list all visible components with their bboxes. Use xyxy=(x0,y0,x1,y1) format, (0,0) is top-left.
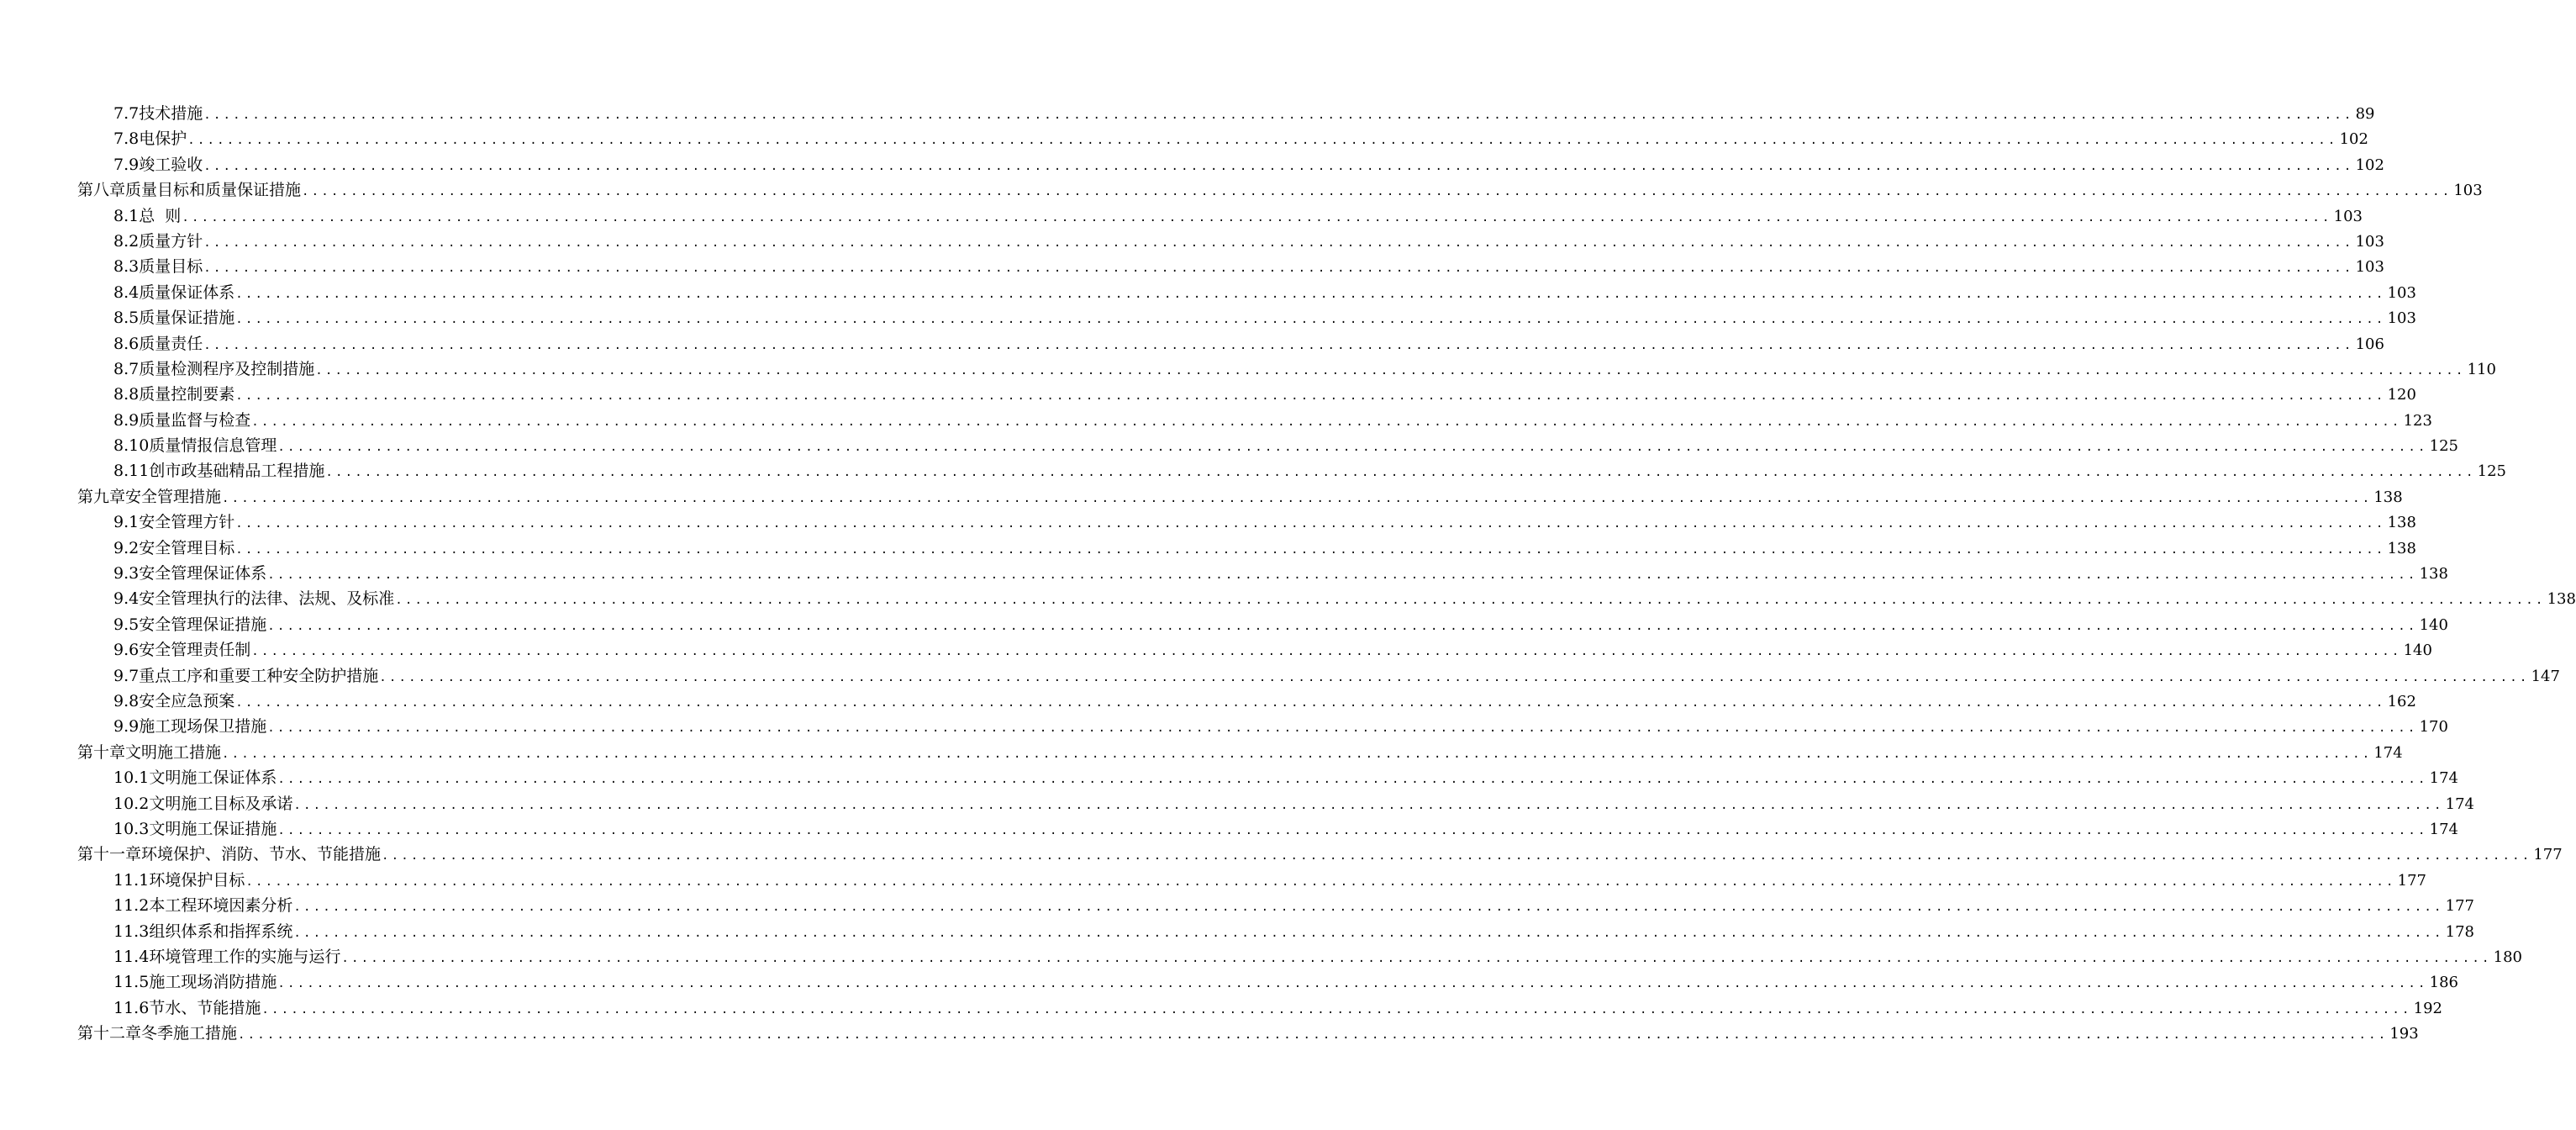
toc-dot-leader: ............................................................................................................................................................................................................................ xyxy=(293,798,2444,812)
toc-entry-title: 文明施工保证体系 xyxy=(149,768,277,788)
toc-row xyxy=(113,612,2448,639)
toc-dot-leader: ............................................................................................................................................................................................................................ xyxy=(267,568,2418,583)
toc-entry-title: 创市政基础精品工程措施 xyxy=(149,462,325,481)
toc-dot-leader: ............................................................................................................................................................................................................................ xyxy=(251,415,2402,429)
toc-row xyxy=(113,203,2363,230)
toc-dot-leader: ............................................................................................................................................................................................................................ xyxy=(293,926,2444,940)
toc-dot-leader: ............................................................................................................................................................................................................................ xyxy=(251,645,2402,659)
toc-section-entry[interactable] xyxy=(0,254,2384,279)
toc-chapter-entry[interactable] xyxy=(0,842,2563,867)
toc-row xyxy=(113,995,2443,1022)
toc-entry-title: 安全管理保证体系 xyxy=(139,564,267,583)
toc-entry-number: 8.7 xyxy=(113,359,140,378)
toc-chapter-entry[interactable] xyxy=(0,740,2403,765)
toc-dot-leader: ............................................................................................................................................................................................................................ xyxy=(203,235,2354,250)
toc-entry-title: 安全管理措施 xyxy=(125,487,222,506)
toc-entry-title: 环境保护、消防、节水、节能措施 xyxy=(141,845,382,864)
toc-page-number: 120 xyxy=(2387,386,2416,404)
toc-entry-number: 9.5 xyxy=(113,615,140,634)
toc-page-number: 103 xyxy=(2453,182,2483,200)
toc-entry-title: 环境管理工作的实施与运行 xyxy=(149,947,341,966)
toc-entry-title: 质量目标和质量保证措施 xyxy=(125,181,302,200)
toc-row xyxy=(113,868,2427,895)
toc-page-number: 103 xyxy=(2387,309,2416,328)
toc-dot-leader: ............................................................................................................................................................................................................................ xyxy=(277,773,2428,787)
toc-page-number: 103 xyxy=(2355,232,2384,251)
toc-row xyxy=(113,536,2416,562)
toc-entry-title: 文明施工保证措施 xyxy=(149,819,277,838)
toc-row xyxy=(77,1021,2419,1048)
toc-row xyxy=(113,229,2384,256)
toc-entry-number: 8.1 xyxy=(113,206,140,225)
toc-entry-title: 质量方针 xyxy=(139,231,203,251)
toc-entry-title: 技术措施 xyxy=(139,104,203,123)
toc-entry-number: 8.8 xyxy=(113,385,140,404)
toc-section-entry[interactable] xyxy=(0,356,2496,382)
toc-row xyxy=(113,331,2384,358)
toc-row xyxy=(113,637,2432,664)
toc-row xyxy=(113,254,2384,281)
toc-entry-number: 8.5 xyxy=(113,309,140,328)
toc-row xyxy=(113,433,2459,460)
toc-row xyxy=(113,561,2448,588)
toc-entry-number: 10.1 xyxy=(113,768,150,788)
toc-section-entry[interactable] xyxy=(0,229,2384,254)
toc-dot-leader: ............................................................................................................................................................................................................................ xyxy=(203,108,2354,122)
toc-section-entry[interactable] xyxy=(0,586,2576,611)
toc-entry-title: 组织体系和指挥系统 xyxy=(149,921,293,941)
toc-chapter-entry[interactable] xyxy=(0,1021,2419,1046)
toc-page-number: 140 xyxy=(2419,615,2448,634)
toc-section-entry[interactable] xyxy=(0,714,2448,739)
toc-row xyxy=(113,765,2459,792)
toc-section-entry[interactable] xyxy=(0,868,2427,893)
toc-section-entry[interactable] xyxy=(0,305,2416,330)
toc-row xyxy=(113,663,2560,690)
toc-chapter-entry[interactable] xyxy=(0,484,2403,510)
toc-entry-title: 安全管理责任制 xyxy=(139,641,251,660)
toc-entry-number: 11.5 xyxy=(113,973,150,992)
toc-dot-leader: ............................................................................................................................................................................................................................ xyxy=(341,951,2492,965)
toc-dot-leader: ............................................................................................................................................................................................................................ xyxy=(203,338,2354,352)
toc-dot-leader: ............................................................................................................................................................................................................................ xyxy=(315,363,2466,378)
toc-section-entry[interactable] xyxy=(0,612,2448,637)
toc-row xyxy=(113,382,2416,409)
toc-entry-title: 安全管理方针 xyxy=(139,513,235,532)
toc-entry-number: 9.9 xyxy=(113,717,140,737)
toc-section-entry[interactable] xyxy=(0,919,2475,944)
toc-row xyxy=(113,126,2368,153)
toc-entry-title: 质量监督与检查 xyxy=(139,410,251,430)
toc-row xyxy=(113,791,2475,818)
toc-entry-number: 8.11 xyxy=(113,462,150,481)
toc-section-entry[interactable] xyxy=(0,331,2384,356)
toc-entry-title: 总 则 xyxy=(139,206,182,225)
toc-entry-number: 9.4 xyxy=(113,589,140,609)
toc-row xyxy=(113,714,2448,741)
toc-entry-number: 11.4 xyxy=(113,947,150,966)
toc-page-number: 125 xyxy=(2429,437,2459,456)
toc-entry-title: 安全管理保证措施 xyxy=(139,615,267,634)
toc-section-entry[interactable] xyxy=(0,637,2432,663)
toc-entry-number: 9.7 xyxy=(113,666,140,685)
toc-entry-title: 质量责任 xyxy=(139,334,203,353)
toc-page-number: 102 xyxy=(2355,156,2384,174)
toc-section-entry[interactable] xyxy=(0,663,2560,689)
toc-row xyxy=(113,816,2459,843)
toc-entry-number: 7.9 xyxy=(113,155,140,174)
toc-dot-leader: ............................................................................................................................................................................................................................ xyxy=(235,287,2386,301)
toc-row xyxy=(113,919,2475,946)
toc-entry-number: 9.6 xyxy=(113,641,140,660)
toc-entry-number: 8.9 xyxy=(113,410,140,430)
toc-page-number: 174 xyxy=(2429,769,2459,788)
toc-entry-title: 竣工验收 xyxy=(139,155,203,174)
toc-row xyxy=(113,280,2416,307)
toc-row xyxy=(77,177,2483,204)
toc-section-entry[interactable] xyxy=(0,382,2416,407)
toc-row xyxy=(113,510,2416,536)
toc-dot-leader: ............................................................................................................................................................................................................................ xyxy=(302,185,2452,199)
toc-entry-number: 第十章 xyxy=(77,742,126,762)
toc-dot-leader: ............................................................................................................................................................................................................................ xyxy=(187,134,2338,148)
toc-dot-leader: ............................................................................................................................................................................................................................ xyxy=(277,977,2428,991)
toc-dot-leader: ............................................................................................................................................................................................................................ xyxy=(395,594,2546,608)
toc-entry-title: 施工现场消防措施 xyxy=(149,973,277,992)
toc-page-number: 186 xyxy=(2429,974,2459,992)
toc-page-number: 103 xyxy=(2333,207,2363,225)
toc-page-number: 103 xyxy=(2387,283,2416,302)
toc-row xyxy=(113,305,2416,332)
toc-section-entry[interactable] xyxy=(0,995,2443,1021)
toc-entry-number: 9.2 xyxy=(113,538,140,557)
toc-entry-number: 11.1 xyxy=(113,870,150,890)
toc-row xyxy=(113,408,2432,435)
toc-entry-title: 质量检测程序及控制措施 xyxy=(139,359,315,378)
toc-dot-leader: ............................................................................................................................................................................................................................ xyxy=(325,466,2476,480)
toc-dot-leader: ............................................................................................................................................................................................................................ xyxy=(203,159,2354,173)
toc-page-number: 177 xyxy=(2533,846,2563,864)
toc-row xyxy=(113,356,2496,383)
toc-dot-leader: ............................................................................................................................................................................................................................ xyxy=(267,619,2418,633)
toc-row xyxy=(77,740,2403,767)
toc-page-number: 103 xyxy=(2355,258,2384,277)
table-of-contents xyxy=(0,101,2576,1046)
toc-section-entry[interactable] xyxy=(0,408,2432,433)
toc-section-entry[interactable] xyxy=(0,280,2416,305)
toc-row xyxy=(113,893,2475,920)
toc-dot-leader: ............................................................................................................................................................................................................................ xyxy=(277,441,2428,455)
toc-page-number: 192 xyxy=(2413,999,2443,1017)
toc-dot-leader: ............................................................................................................................................................................................................................ xyxy=(203,261,2354,276)
toc-entry-title: 安全管理执行的法律、法规、及标准 xyxy=(139,589,395,609)
toc-row xyxy=(113,101,2375,128)
toc-entry-number: 11.6 xyxy=(113,998,150,1017)
toc-entry-number: 9.1 xyxy=(113,513,140,532)
toc-entry-title: 环境保护目标 xyxy=(149,870,245,890)
toc-dot-leader: ............................................................................................................................................................................................................................ xyxy=(277,823,2428,837)
toc-page-number: 174 xyxy=(2373,743,2403,762)
toc-row xyxy=(113,586,2576,613)
toc-row xyxy=(113,944,2523,971)
toc-dot-leader: ............................................................................................................................................................................................................................ xyxy=(238,1028,2389,1043)
toc-dot-leader: ............................................................................................................................................................................................................................ xyxy=(382,849,2532,863)
toc-entry-number: 11.3 xyxy=(113,921,150,941)
toc-row xyxy=(113,689,2416,715)
toc-entry-title: 本工程环境因素分析 xyxy=(149,896,293,916)
toc-entry-number: 8.2 xyxy=(113,231,140,251)
toc-entry-title: 安全管理目标 xyxy=(139,538,235,557)
toc-entry-number: 10.2 xyxy=(113,794,150,813)
toc-dot-leader: ............................................................................................................................................................................................................................ xyxy=(235,542,2386,557)
toc-dot-leader: ............................................................................................................................................................................................................................ xyxy=(182,210,2332,224)
toc-dot-leader: ............................................................................................................................................................................................................................ xyxy=(235,517,2386,531)
toc-page-number: 177 xyxy=(2397,871,2427,890)
toc-dot-leader: ............................................................................................................................................................................................................................ xyxy=(379,670,2530,684)
toc-entry-number: 8.3 xyxy=(113,257,140,277)
toc-entry-number: 11.2 xyxy=(113,896,150,916)
toc-page-number: 193 xyxy=(2389,1025,2419,1043)
toc-entry-number: 第十二章 xyxy=(77,1024,142,1043)
toc-page-number: 123 xyxy=(2403,411,2432,430)
toc-dot-leader: ............................................................................................................................................................................................................................ xyxy=(245,874,2396,889)
toc-page-number: 177 xyxy=(2445,897,2475,916)
toc-entry-title: 质量控制要素 xyxy=(139,385,235,404)
toc-row xyxy=(113,458,2507,485)
toc-page-number: 102 xyxy=(2339,130,2368,149)
toc-page-number: 170 xyxy=(2419,718,2448,737)
toc-section-entry[interactable] xyxy=(0,816,2459,842)
toc-dot-leader: ............................................................................................................................................................................................................................ xyxy=(235,389,2386,404)
toc-entry-title: 质量目标 xyxy=(139,257,203,277)
toc-entry-number: 8.4 xyxy=(113,282,140,302)
toc-entry-number: 8.10 xyxy=(113,436,150,456)
toc-page-number: 178 xyxy=(2445,922,2475,941)
toc-dot-leader: ............................................................................................................................................................................................................................ xyxy=(235,695,2386,710)
toc-entry-number: 9.3 xyxy=(113,564,140,583)
toc-page-number: 138 xyxy=(2419,565,2448,583)
toc-section-entry[interactable] xyxy=(0,536,2416,561)
toc-page-number: 89 xyxy=(2355,105,2375,123)
toc-dot-leader: ............................................................................................................................................................................................................................ xyxy=(222,491,2373,505)
toc-page-number: 180 xyxy=(2493,948,2523,966)
toc-section-entry[interactable] xyxy=(0,765,2459,790)
toc-row xyxy=(77,484,2403,511)
toc-page-number: 138 xyxy=(2387,514,2416,532)
toc-entry-title: 质量情报信息管理 xyxy=(149,436,277,456)
toc-row xyxy=(113,969,2459,996)
toc-section-entry[interactable] xyxy=(0,126,2368,151)
toc-section-entry[interactable] xyxy=(0,561,2448,586)
toc-entry-number: 第十一章 xyxy=(77,845,142,864)
toc-page-number: 174 xyxy=(2429,820,2459,838)
toc-entry-title: 质量保证体系 xyxy=(139,282,235,302)
toc-entry-number: 9.8 xyxy=(113,691,140,710)
toc-row xyxy=(113,152,2384,179)
toc-dot-leader: ............................................................................................................................................................................................................................ xyxy=(235,313,2386,327)
toc-section-entry[interactable] xyxy=(0,893,2475,918)
toc-dot-leader: ............................................................................................................................................................................................................................ xyxy=(261,1002,2412,1016)
toc-page-number: 140 xyxy=(2403,642,2432,660)
toc-chapter-entry[interactable] xyxy=(0,177,2483,203)
toc-entry-title: 冬季施工措施 xyxy=(141,1024,238,1043)
toc-dot-leader: ............................................................................................................................................................................................................................ xyxy=(222,747,2373,761)
toc-section-entry[interactable] xyxy=(0,458,2507,483)
toc-page-number: 106 xyxy=(2355,335,2384,353)
toc-page-number: 147 xyxy=(2531,667,2560,685)
toc-section-entry[interactable] xyxy=(0,433,2459,458)
toc-entry-title: 节水、节能措施 xyxy=(149,998,261,1017)
toc-section-entry[interactable] xyxy=(0,944,2523,969)
toc-dot-leader: ............................................................................................................................................................................................................................ xyxy=(293,900,2444,915)
toc-entry-number: 第九章 xyxy=(77,487,126,506)
toc-entry-number: 10.3 xyxy=(113,819,150,838)
toc-page-number: 138 xyxy=(2373,488,2403,506)
toc-page-number: 174 xyxy=(2445,795,2475,813)
toc-entry-title: 重点工序和重要工种安全防护措施 xyxy=(139,666,379,685)
toc-entry-title: 施工现场保卫措施 xyxy=(139,717,267,737)
toc-entry-title: 电保护 xyxy=(139,129,187,149)
toc-entry-number: 第八章 xyxy=(77,181,126,200)
toc-section-entry[interactable] xyxy=(0,152,2384,177)
toc-entry-title: 质量保证措施 xyxy=(139,309,235,328)
toc-section-entry[interactable] xyxy=(0,791,2475,816)
toc-entry-title: 安全应急预案 xyxy=(139,691,235,710)
toc-section-entry[interactable] xyxy=(0,510,2416,535)
toc-section-entry[interactable] xyxy=(0,969,2459,995)
toc-entry-number: 7.8 xyxy=(113,129,140,149)
toc-entry-number: 8.6 xyxy=(113,334,140,353)
toc-entry-title: 文明施工目标及承诺 xyxy=(149,794,293,813)
toc-dot-leader: ............................................................................................................................................................................................................................ xyxy=(267,721,2418,736)
toc-section-entry[interactable] xyxy=(0,689,2416,714)
toc-page-number: 125 xyxy=(2477,462,2507,481)
toc-entry-title: 文明施工措施 xyxy=(125,742,222,762)
toc-page-number: 138 xyxy=(2387,539,2416,557)
toc-page-number: 162 xyxy=(2387,692,2416,710)
toc-section-entry[interactable] xyxy=(0,101,2375,126)
toc-entry-number: 7.7 xyxy=(113,104,140,123)
toc-page-number: 110 xyxy=(2467,360,2496,378)
toc-row xyxy=(77,842,2563,869)
toc-section-entry[interactable] xyxy=(0,203,2363,229)
toc-page-number: 138 xyxy=(2547,590,2576,609)
